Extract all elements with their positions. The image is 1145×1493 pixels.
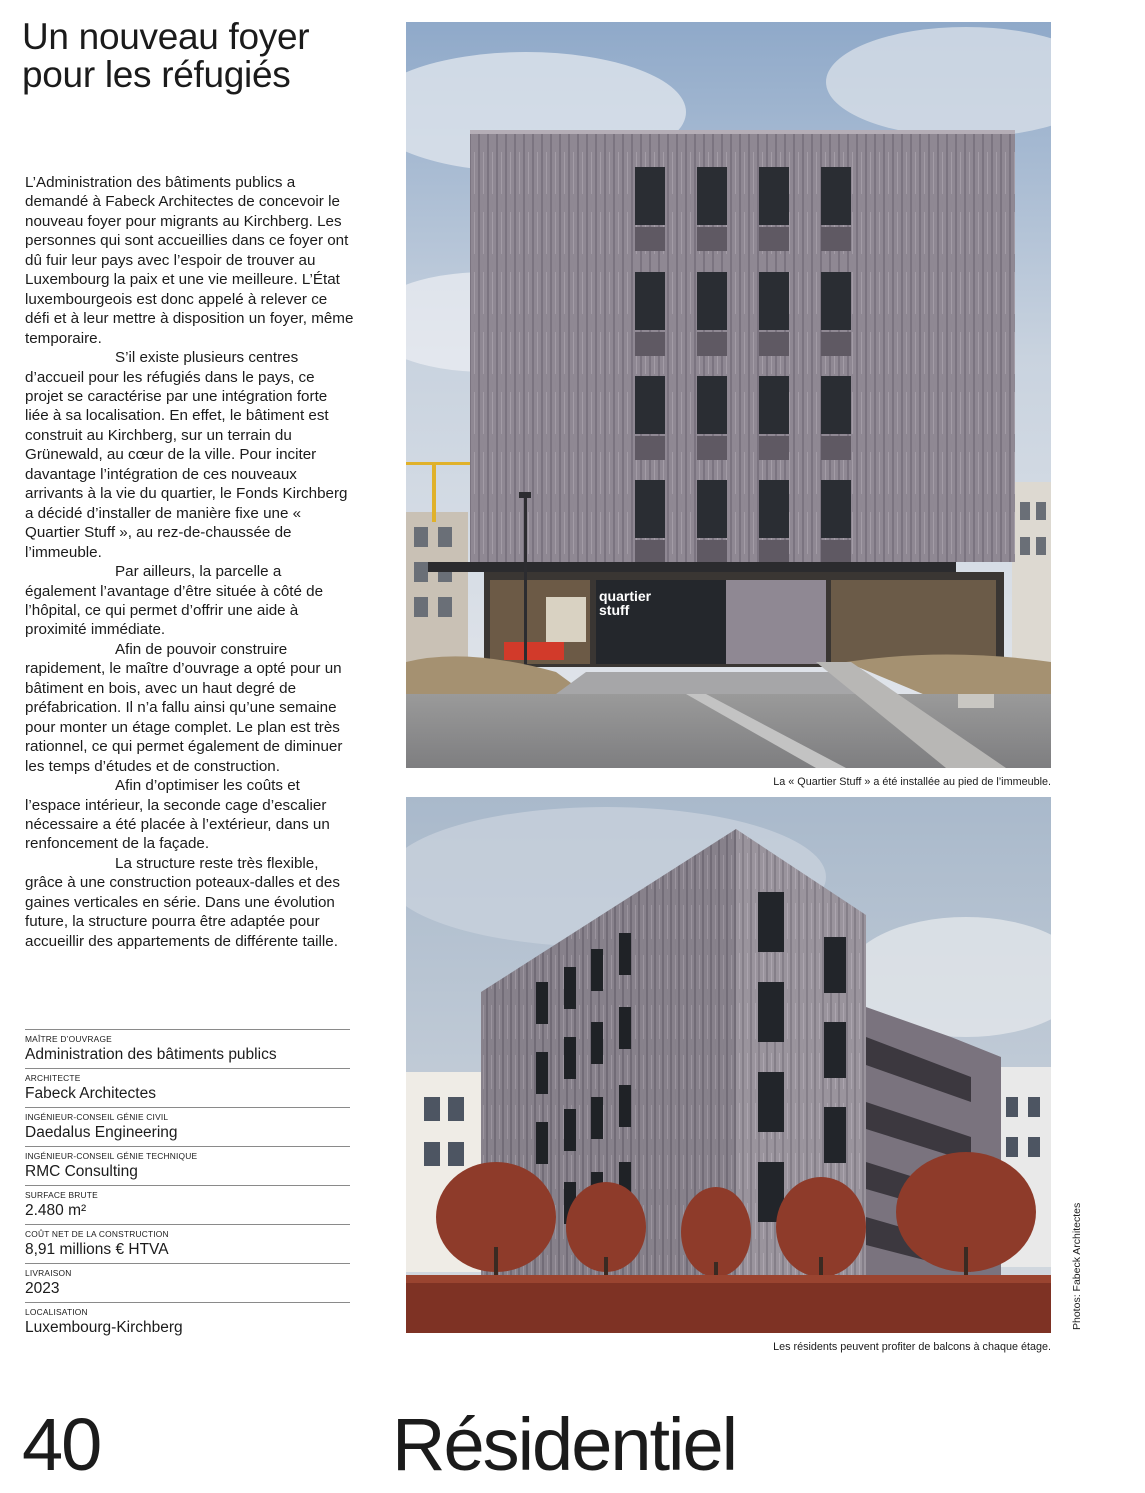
photo-caption-2: Les résidents peuvent profiter de balcons à chaque étage. xyxy=(773,1341,1051,1353)
fact-location xyxy=(25,1302,350,1341)
fact-value: Luxembourg-Kirchberg xyxy=(25,1319,183,1336)
fact-value: 2.480 m² xyxy=(25,1202,87,1219)
paragraph-6: La structure reste très flexible, grâce à une construction poteaux-dalles et des gaines verticales en série. Dans une évolution future, la structure pourra être adaptée pour accueillir des appartements de différente taille. xyxy=(25,854,340,950)
fact-value: Fabeck Architectes xyxy=(25,1085,156,1102)
fact-label: ARCHITECTE xyxy=(25,1073,81,1083)
fact-technical-engineer xyxy=(25,1146,350,1185)
fact-value: 2023 xyxy=(25,1280,60,1297)
paragraph-5: Afin d’optimiser les coûts et l’espace intérieur, la seconde cage d’escalier nécessaire a été placée à l’extérieur, dans un renfoncement de la façade. xyxy=(25,777,330,853)
fact-value: Daedalus Engineering xyxy=(25,1124,178,1141)
fact-value: RMC Consulting xyxy=(25,1163,138,1180)
fact-label: MAÎTRE D’OUVRAGE xyxy=(25,1034,112,1044)
fact-civil-engineer xyxy=(25,1107,350,1146)
article-title xyxy=(22,18,382,94)
paragraph-1: L’Administration des bâtiments publics a demandé à Fabeck Architectes de concevoir le nouveau foyer pour migrants au Kirchberg. Les personnes qui sont accueillies dans ce foyer ont dû fuir leur pays avec l’espoir de trouver au Luxembourg la paix et une vie meilleure. L’État luxembourgeois est donc appelé à relever ce défi et à leur mettre à disposition un foyer, même temporaire. xyxy=(25,174,354,347)
fact-label: LIVRAISON xyxy=(25,1268,72,1278)
photo-facade-corner-illustration xyxy=(406,797,1051,1333)
photo-facade-front xyxy=(406,22,1051,768)
fact-architect xyxy=(25,1068,350,1107)
page-number: 40 xyxy=(22,1403,101,1486)
fact-delivery xyxy=(25,1263,350,1302)
title-line-2: pour les réfugiés xyxy=(22,54,291,95)
project-facts xyxy=(25,1029,350,1341)
title-line-1: Un nouveau foyer xyxy=(22,16,310,57)
quartier-stuff-sign-line-1: quartier xyxy=(599,588,652,604)
photo-facade-corner xyxy=(406,797,1051,1333)
article-body xyxy=(25,173,355,951)
quartier-stuff-sign-line-2: stuff xyxy=(599,602,630,618)
fact-label: COÛT NET DE LA CONSTRUCTION xyxy=(25,1229,169,1239)
photo-facade-front-illustration xyxy=(406,22,1051,768)
fact-label: INGÉNIEUR-CONSEIL GÉNIE CIVIL xyxy=(25,1112,169,1122)
fact-value: Administration des bâtiments publics xyxy=(25,1046,277,1063)
fact-label: SURFACE BRUTE xyxy=(25,1190,98,1200)
fact-surface xyxy=(25,1185,350,1224)
fact-value: 8,91 millions € HTVA xyxy=(25,1241,169,1258)
photo-credit: Photos: Fabeck Architectes xyxy=(1071,1202,1083,1330)
paragraph-4: Afin de pouvoir construire rapidement, le maître d’ouvrage a opté pour un bâtiment en bois, avec un haut degré de préfabrication. Il n’a fallu ainsi qu’une semaine pour monter un étage complet. Le plan est très rationnel, ce qui permet également de diminuer les temps d’études et de construction. xyxy=(25,640,343,775)
paragraph-2: S’il existe plusieurs centres d’accueil pour les réfugiés dans le pays, ce projet se caractérise par une intégration forte liée à sa localisation. En effet, le bâtiment est construit au Kirchberg, sur un terrain du Grünewald, au cœur de la ville. Pour inciter davantage l’intégration de ces nouveaux arrivants à la vie du quartier, le Fonds Kirchberg a décidé d’installer de manière fixe une « Quartier Stuff », au rez-de-chaussée de l’immeuble. xyxy=(25,349,348,561)
fact-client xyxy=(25,1029,350,1068)
fact-label: LOCALISATION xyxy=(25,1307,88,1317)
paragraph-3: Par ailleurs, la parcelle a également l’avantage d’être située à côté de l’hôpital, ce qui permet d’offrir une aide à proximité immédiate. xyxy=(25,563,324,639)
fact-label: INGÉNIEUR-CONSEIL GÉNIE TECHNIQUE xyxy=(25,1151,198,1161)
photo-caption-1: La « Quartier Stuff » a été installée au pied de l’immeuble. xyxy=(773,776,1051,788)
fact-cost xyxy=(25,1224,350,1263)
section-title: Résidentiel xyxy=(392,1403,737,1486)
